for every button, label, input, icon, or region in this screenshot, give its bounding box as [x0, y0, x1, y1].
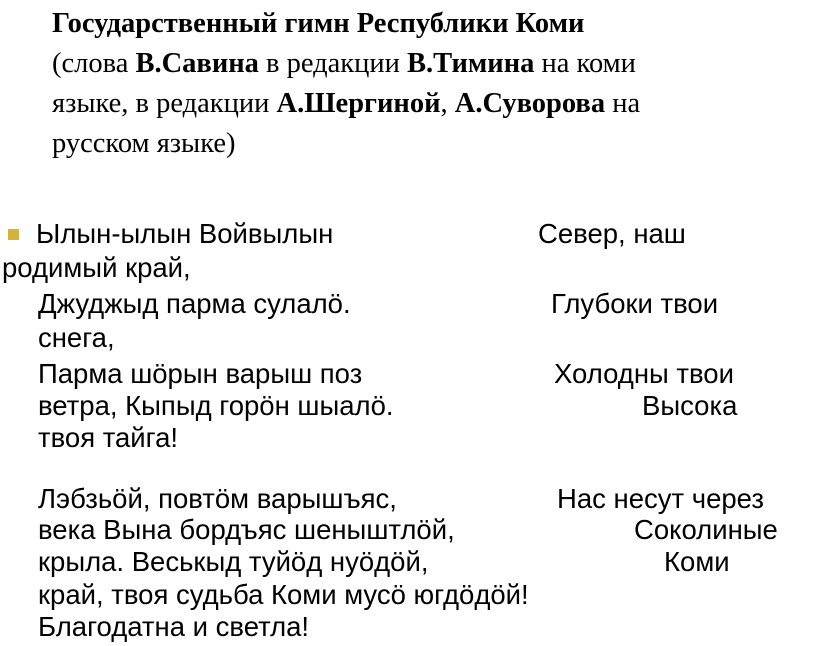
page-title: Государственный гимн Республики Коми — [52, 8, 585, 39]
verse-line-russian: Глубоки твои — [551, 288, 719, 319]
verse-line-russian: Соколиные — [634, 514, 778, 545]
credits-line-2 — [52, 84, 772, 124]
verse-line-russian: Холодны твои — [554, 358, 734, 389]
verse-line-russian: Север, наш — [538, 218, 686, 249]
verse-line-russian: снега, — [38, 322, 115, 353]
verse-line-russian: Благодатна и светла! — [38, 611, 310, 642]
credits-text: языке, в редакции — [52, 88, 277, 119]
verse-line-komi: Джуджыд парма сулалӧ. — [38, 288, 351, 319]
author-shergina: А.Шергиной — [276, 88, 441, 119]
credits-text: , — [440, 88, 455, 119]
credits-text: на — [605, 88, 641, 119]
verse-line-mixed: ветра, Кыпыд горӧн шыалӧ. — [38, 390, 394, 421]
credits-line-1 — [52, 44, 772, 84]
verse-line-mixed: крыла. Веськыд туйӧд нуӧдӧй, — [38, 546, 429, 577]
author-savin: В.Савина — [135, 48, 259, 79]
verse-line-mixed: века Вына бордъяс шеныштлӧй, — [38, 514, 455, 545]
verse-line-russian: твоя тайга! — [38, 422, 179, 453]
verse-line-russian: Нас несут через — [557, 483, 764, 514]
square-bullet-icon — [8, 229, 19, 240]
verse-line-russian: родимый край, — [2, 252, 191, 283]
verse-line-russian: Коми — [664, 546, 730, 577]
verse-line-komi: Ылын-ылын Войвылын — [36, 218, 334, 249]
verse-line-komi: Парма шӧрын варыш поз — [38, 358, 363, 389]
author-timin: В.Тимина — [407, 48, 535, 79]
verse-line-russian: Высока — [642, 390, 738, 421]
credits-line-3: русском языке) — [52, 128, 236, 159]
title-block — [52, 4, 772, 164]
verse-line-komi: Лэбзьӧй, повтӧм варышъяс, — [38, 483, 397, 514]
verse-line-mixed: край, твоя судьба Коми мусӧ югдӧдӧй! — [38, 579, 529, 610]
credits-text: на коми — [534, 48, 636, 79]
credits-open: (слова — [52, 48, 136, 79]
credits-text: в редакции — [258, 48, 408, 79]
author-suvorov: А.Суворова — [454, 88, 606, 119]
